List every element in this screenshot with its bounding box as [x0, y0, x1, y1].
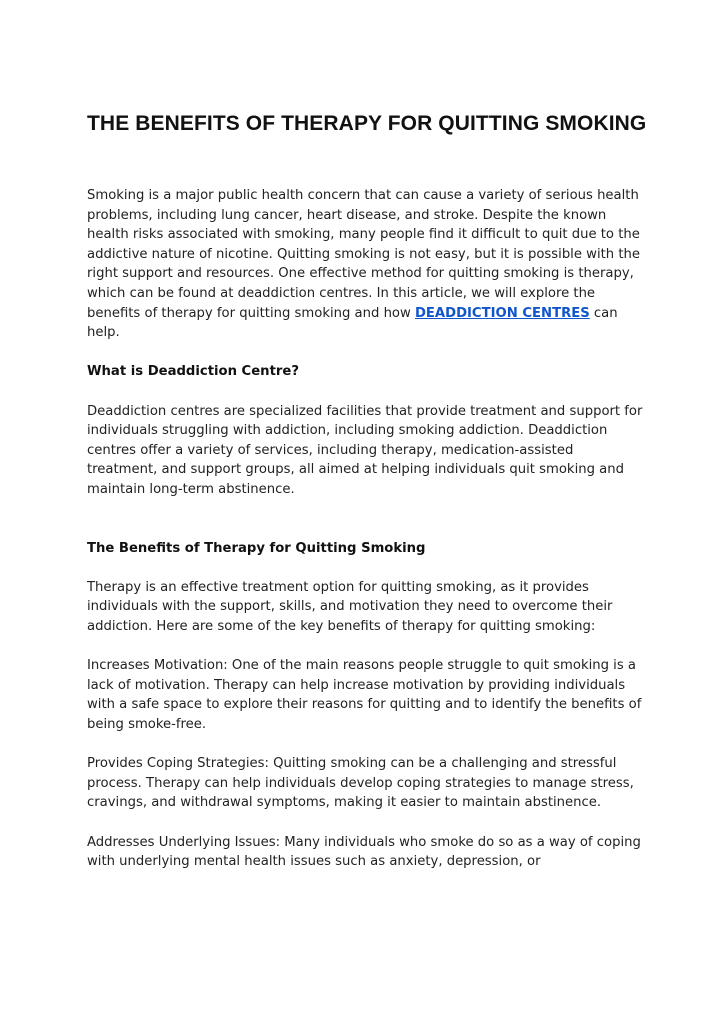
- section-2-intro-paragraph: Therapy is an effective treatment option for quitting smoking, as it provides individuals with the support, skills, and motivation they need to overcome their addiction. Here are some of the key benefits of therapy for quitting smoking:: [87, 579, 613, 635]
- benefit-provides-coping-strategies: Provides Coping Strategies: Quitting smoking can be a challenging and stressful process. Therapy can help individuals develop coping strategies to manage stress, cravings, and withdrawal symptoms, making it easier to maintain abstinence.: [87, 756, 634, 811]
- intro-section: [87, 186, 647, 343]
- intro-text-after-link: can help.: [87, 305, 618, 341]
- section-heading-deaddiction-centre: What is Deaddiction Centre?: [87, 364, 299, 380]
- document-page: [87, 108, 647, 872]
- intro-text-before-link: Smoking is a major public health concern that can cause a variety of serious health problems, including lung cancer, heart disease, and stroke. Despite the known health risks associated with smoking, many people find it difficult to quit due to the addictive nature of nicotine. Quitting smoking is not easy, but it is possible with the right support and resources. One effective method for quitting smoking is therapy, which can be found at deaddiction centres. In this article, we will explore the benefits of therapy for quitting smoking and how: [87, 188, 640, 321]
- benefit-addresses-underlying-issues: Addresses Underlying Issues: Many individuals who smoke do so as a way of coping with underlying mental health issues such as anxiety, depression, or: [87, 834, 641, 870]
- section-heading-benefits-of-therapy: The Benefits of Therapy for Quitting Smoking: [87, 540, 426, 556]
- deaddiction-centres-link[interactable]: DEADDICTION CENTRES: [414, 305, 590, 321]
- benefit-increases-motivation: Increases Motivation: One of the main reasons people struggle to quit smoking is a lack of motivation. Therapy can help increase motivation by providing individuals with a safe space to explore their reasons for quitting and to identify the benefits of being smoke-free.: [87, 658, 642, 733]
- document-title: THE BENEFITS OF THERAPY FOR QUITTING SMOKING: [87, 112, 647, 135]
- section-1-paragraph: Deaddiction centres are specialized facilities that provide treatment and support for individuals struggling with addiction, including smoking addiction. Deaddiction centres offer a variety of services, including therapy, medication-assisted treatment, and support groups, all aimed at helping individuals quit smoking and maintain long-term abstinence.: [87, 403, 643, 497]
- intro-paragraph: [87, 186, 647, 343]
